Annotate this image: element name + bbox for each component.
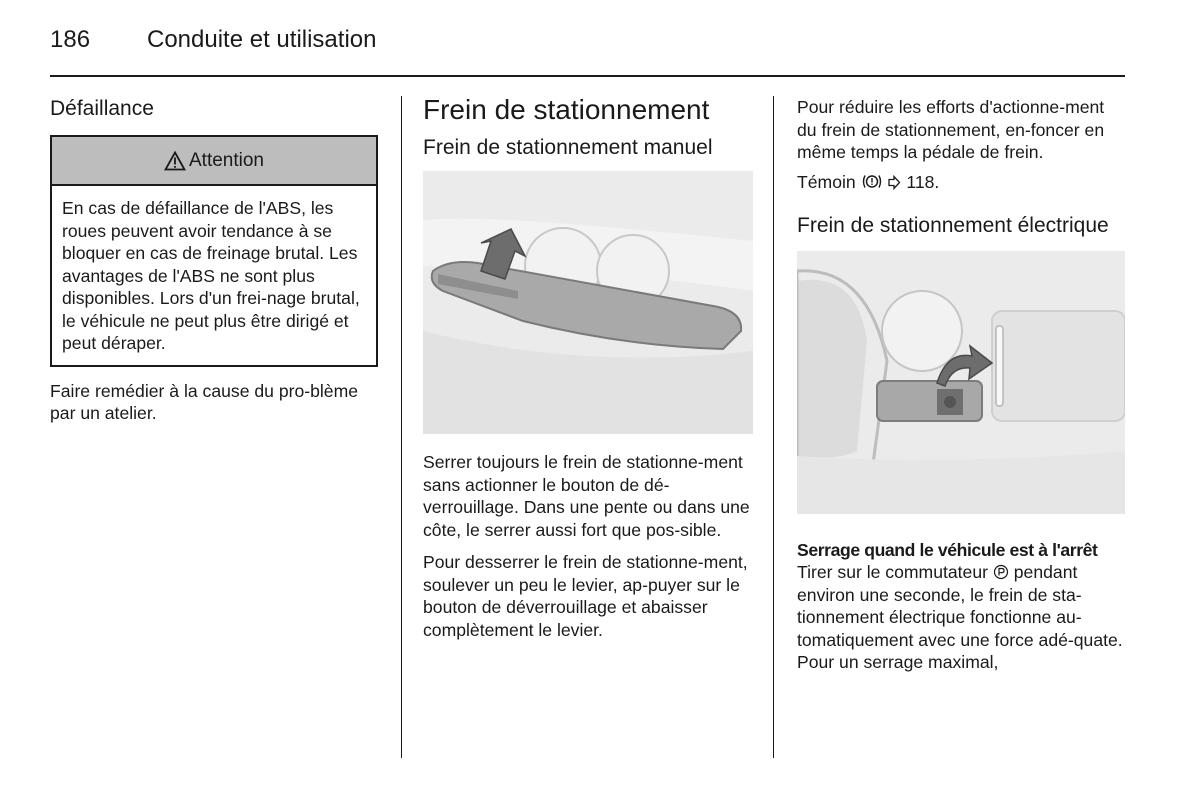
attention-body [52, 186, 376, 365]
electric-brake-para-a: Tirer sur le commutateur [797, 562, 988, 582]
warning-triangle-icon [164, 151, 186, 171]
electric-brake-para-b: pendant environ une seconde, le frein de sta-tionnement électrique fonctionne au-tomatiquement avec une force adé-quate. Pour un serrage maximal, [797, 562, 1123, 672]
temoin-line [797, 171, 1125, 194]
attention-text: En cas de défaillance de l'ABS, les roues peuvent avoir tendance à se bloquer en cas de freinage brutal. Les avantages de l'ABS ne sont plus disponibles. Lors d'un frei-nage brutal, le véhicule ne peut plus être dirigé et peut déraper. [62, 198, 360, 353]
manual-brake-para-2: Pour desserrer le frein de stationne-ment, soulever un peu le levier, ap-puyer sur le bouton de déverrouillage et abaisser complètement le levier. [423, 552, 748, 640]
column-3 [797, 92, 1125, 674]
manual-brake-heading: Frein de stationnement manuel [423, 136, 713, 159]
temoin-label: Témoin [797, 171, 856, 192]
section-heading: Frein de stationnement [423, 94, 710, 125]
page-title: Conduite et utilisation [147, 26, 377, 53]
electric-brake-heading: Frein de stationnement électrique [797, 214, 1109, 237]
manual-brake-figure [423, 171, 753, 434]
attention-box [50, 135, 378, 367]
attention-label: Attention [189, 149, 264, 171]
header-rule [50, 75, 1125, 77]
temoin-ref: 118. [906, 171, 940, 192]
effort-paragraph: Pour réduire les efforts d'actionne-ment du frein de stationnement, en-foncer en même temps la pédale de frein. [797, 97, 1105, 162]
manual-brake-para-1: Serrer toujours le frein de stationne-ment sans actionner le bouton de dé-verrouillage. Dans une pente ou dans une côte, le serrer aussi fort que pos-sible. [423, 452, 750, 540]
repair-paragraph: Faire remédier à la cause du pro-blème par un atelier. [50, 380, 359, 423]
defaillance-heading: Défaillance [50, 97, 154, 120]
column-1 [50, 92, 378, 425]
electric-brake-para [797, 561, 1125, 674]
stationary-heading: Serrage quand le véhicule est à l'arrêt [797, 540, 1098, 560]
parking-p-icon [993, 564, 1009, 580]
column-divider-2 [773, 96, 774, 758]
page-ref-arrow-icon [887, 175, 901, 190]
column-2 [423, 92, 753, 641]
brake-warning-icon [861, 173, 883, 190]
column-divider-1 [401, 96, 402, 758]
page-number: 186 [50, 26, 91, 53]
attention-header [52, 137, 376, 186]
electric-brake-figure [797, 251, 1125, 514]
